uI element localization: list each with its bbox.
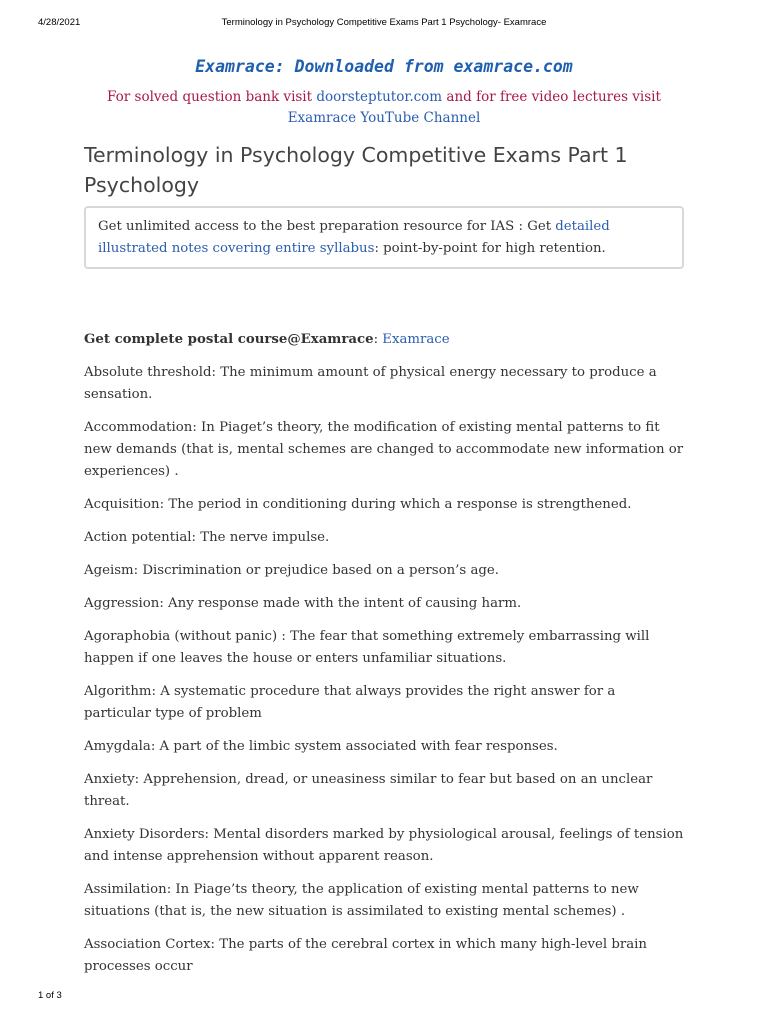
postal-course-label: Get complete postal course@Examrace: [84, 332, 374, 347]
definition-item: Algorithm: A systematic procedure that always provides the right answer for a particular type of problem: [84, 684, 616, 721]
definition-item: Ageism: Discrimination or prejudice based on a person’s age.: [84, 563, 499, 578]
promo-prefix: For solved question bank visit: [107, 89, 317, 105]
definition-item: Anxiety: Apprehension, dread, or uneasiness similar to fear but based on an unclear threat.: [84, 772, 653, 809]
access-notice-box: [84, 206, 684, 269]
print-doc-title: Terminology in Psychology Competitive Exams Part 1 Psychology- Examrace: [221, 17, 547, 28]
definition-item: Anxiety Disorders: Mental disorders marked by physiological arousal, feelings of tension and intense apprehension without apparent reason.: [84, 827, 684, 864]
promo-text: [60, 87, 708, 129]
print-header: [0, 17, 768, 31]
youtube-channel-link[interactable]: Examrace YouTube Channel: [287, 110, 481, 126]
definition-item: Amygdala: A part of the limbic system associated with fear responses.: [84, 739, 558, 754]
illustrated-notes-link[interactable]: detailed illustrated notes covering entire syllabus: [98, 219, 610, 256]
page-indicator: 1 of 3: [38, 990, 62, 1001]
definition-item: Association Cortex: The parts of the cerebral cortex in which many high-level brain processes occur: [84, 937, 647, 974]
print-date: 4/28/2021: [38, 17, 81, 28]
definition-item: Assimilation: In Piage’ts theory, the application of existing mental patterns to new situations (that is, the new situation is assimilated to existing mental schemes) .: [84, 882, 639, 919]
page-title: Terminology in Psychology Competitive Exams Part 1 Psychology: [84, 143, 628, 197]
postal-sep: :: [373, 332, 383, 347]
definition-item: Accommodation: In Piaget’s theory, the modification of existing mental patterns to fit new demands (that is, mental schemes are changed to accommodate new information or experiences) .: [84, 420, 684, 479]
examrace-link[interactable]: Examrace: [382, 332, 450, 347]
main-content: [84, 329, 684, 989]
definition-item: Acquisition: The period in conditioning during which a response is strengthened.: [84, 497, 632, 512]
postal-course-line: [84, 329, 684, 351]
definition-item: Absolute threshold: The minimum amount of physical energy necessary to produce a sensation.: [84, 365, 657, 402]
notice-prefix: Get unlimited access to the best preparation resource for IAS : Get: [98, 219, 556, 234]
definition-item: Agoraphobia (without panic) : The fear that something extremely embarrassing will happen if one leaves the house or enters unfamiliar situations.: [84, 629, 650, 666]
notice-suffix: : point-by-point for high retention.: [374, 241, 606, 256]
examrace-banner[interactable]: Examrace: Downloaded from examrace.com: [195, 57, 573, 76]
definition-item: Action potential: The nerve impulse.: [84, 530, 330, 545]
promo-middle: and for free video lectures visit: [442, 89, 661, 105]
doorsteptutor-link[interactable]: doorsteptutor.com: [316, 89, 443, 105]
definition-item: Aggression: Any response made with the intent of causing harm.: [84, 596, 522, 611]
